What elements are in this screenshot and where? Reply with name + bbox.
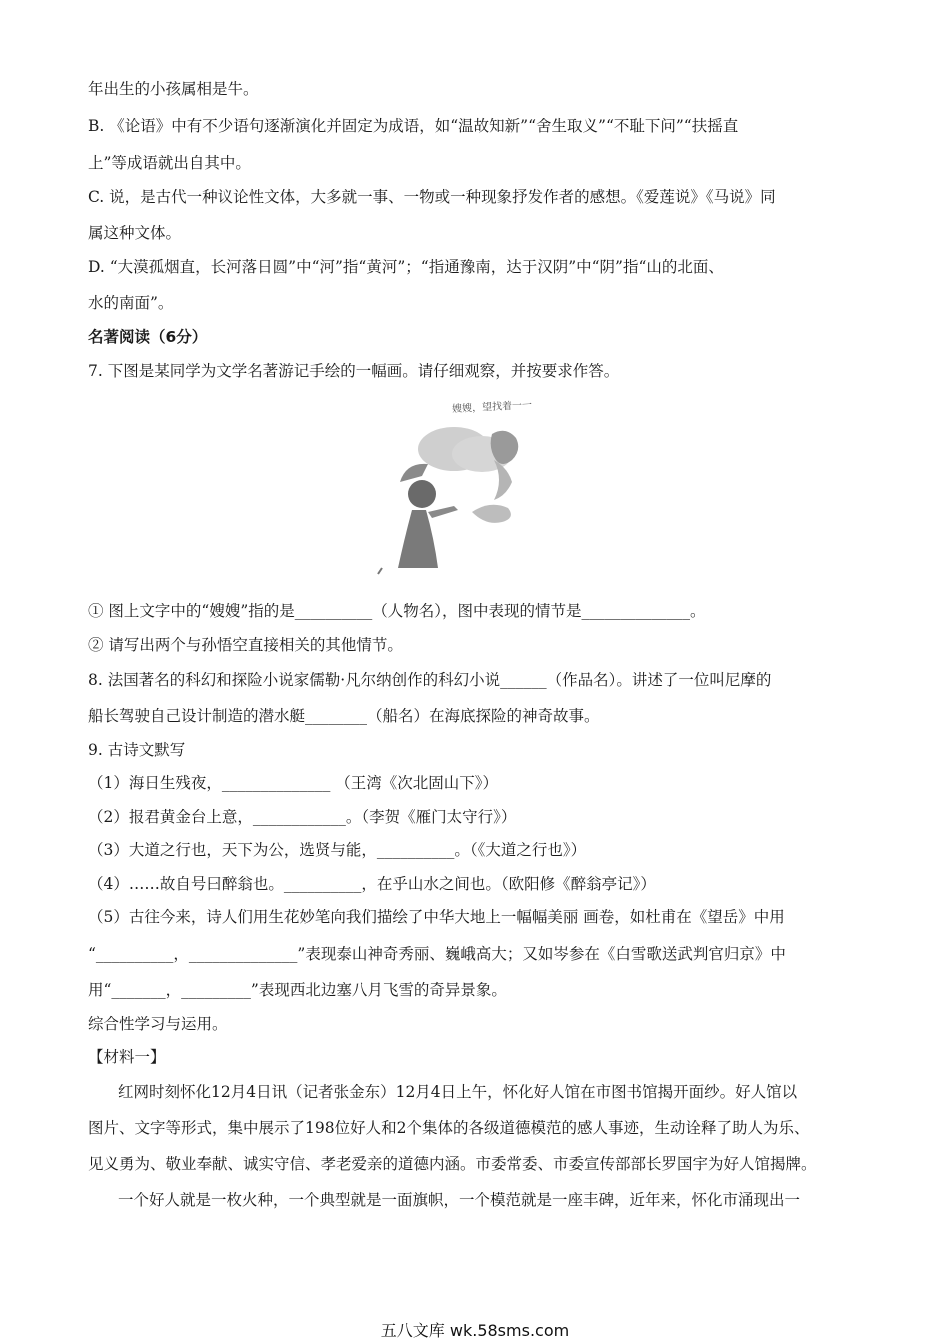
question-9: 9. 古诗文默写 (88, 741, 186, 759)
line-1: 年出生的小孩属相是牛。 (88, 80, 259, 98)
footer-watermark: 五八文库 wk.58sms.com (380, 1321, 570, 1340)
paragraph-1-line-1: 红网时刻怀化12月4日讯（记者张金东）12月4日上午，怀化好人馆在市图书馆揭开面纱。好人馆以 (118, 1083, 798, 1101)
question-8-line-2: 船长驾驶自己设计制造的潜水艇________（船名）在海底探险的神奇故事。 (88, 707, 600, 725)
question-9-part-5-line-1: （5）古往今来，诗人们用生花妙笔向我们描绘了中华大地上一幅幅美丽 画卷，如杜甫在《望岳》中用 (88, 908, 785, 926)
question-9-part-5-line-2: “__________，______________”表现泰山神奇秀丽、巍峨高大；又如岑参在《白雪歌送武判官归京》中 (88, 945, 786, 963)
question-9-part-5-line-3: 用“_______，_________”表现西北边塞八月飞雪的奇异景象。 (88, 981, 507, 999)
paragraph-1-line-3: 见义勇为、敬业奉献、诚实守信、孝老爱亲的道德内涵。市委常委、市委宣传部部长罗国宇为好人馆揭牌。 (88, 1155, 817, 1173)
question-9-part-2: （2）报君黄金台上意，____________。（李贺《雁门太守行》） (88, 808, 517, 826)
question-9-part-1: （1）海日生残夜，______________ （王湾《次北固山下》） (88, 774, 499, 792)
paragraph-2-line-1: 一个好人就是一枚火种，一个典型就是一面旗帜，一个模范就是一座丰碑，近年来，怀化市涌现出一 (118, 1191, 801, 1209)
section-title: 名著阅读（6分） (88, 328, 208, 346)
question-7: 7. 下图是某同学为文学名著游记手绘的一幅画。请仔细观察，并按要求作答。 (88, 362, 620, 380)
illustration (372, 384, 592, 584)
question-7-part-2: ② 请写出两个与孙悟空直接相关的其他情节。 (88, 636, 403, 654)
material-one-label: 【材料一】 (88, 1048, 166, 1066)
comprehensive-heading: 综合性学习与运用。 (88, 1015, 228, 1033)
figure-caption: 嫂嫂，望找着一一 (451, 399, 533, 416)
option-b-line-2: 上”等成语就出自其中。 (88, 154, 251, 172)
illustration-drawing (372, 384, 592, 584)
question-8-line-1: 8. 法国著名的科幻和探险小说家儒勒·凡尔纳创作的科幻小说______（作品名）。讲述了一位叫尼摩的 (88, 671, 772, 689)
paragraph-1-line-2: 图片、文字等形式，集中展示了198位好人和2个集体的各级道德模范的感人事迹，生动诠释了助人为乐、 (88, 1119, 810, 1137)
question-9-part-3: （3）大道之行也，天下为公，选贤与能，__________。（《大道之行也》） (88, 841, 587, 859)
option-b-line-1: B. 《论语》中有不少语句逐渐演化并固定为成语，如“温故知新”“舍生取义”“不耻下问”“扶摇直 (88, 117, 739, 135)
option-d-line-1: D. “大漠孤烟直，长河落日圆”中“河”指“黄河”；“指通豫南，达于汉阴”中“阴”指“山的北面、 (88, 258, 724, 276)
question-7-part-1: ① 图上文字中的“嫂嫂”指的是__________（人物名），图中表现的情节是______________。 (88, 602, 706, 620)
option-d-line-2: 水的南面”。 (88, 294, 174, 312)
question-9-part-4: （4）……故自号曰醉翁也。__________，在乎山水之间也。（欧阳修《醉翁亭记》） (88, 875, 656, 893)
option-c-line-1: C. 说，是古代一种议论性文体，大多就一事、一物或一种现象抒发作者的感想。《爱莲说》《马说》同 (88, 188, 776, 206)
option-c-line-2: 属这种文体。 (88, 224, 182, 242)
